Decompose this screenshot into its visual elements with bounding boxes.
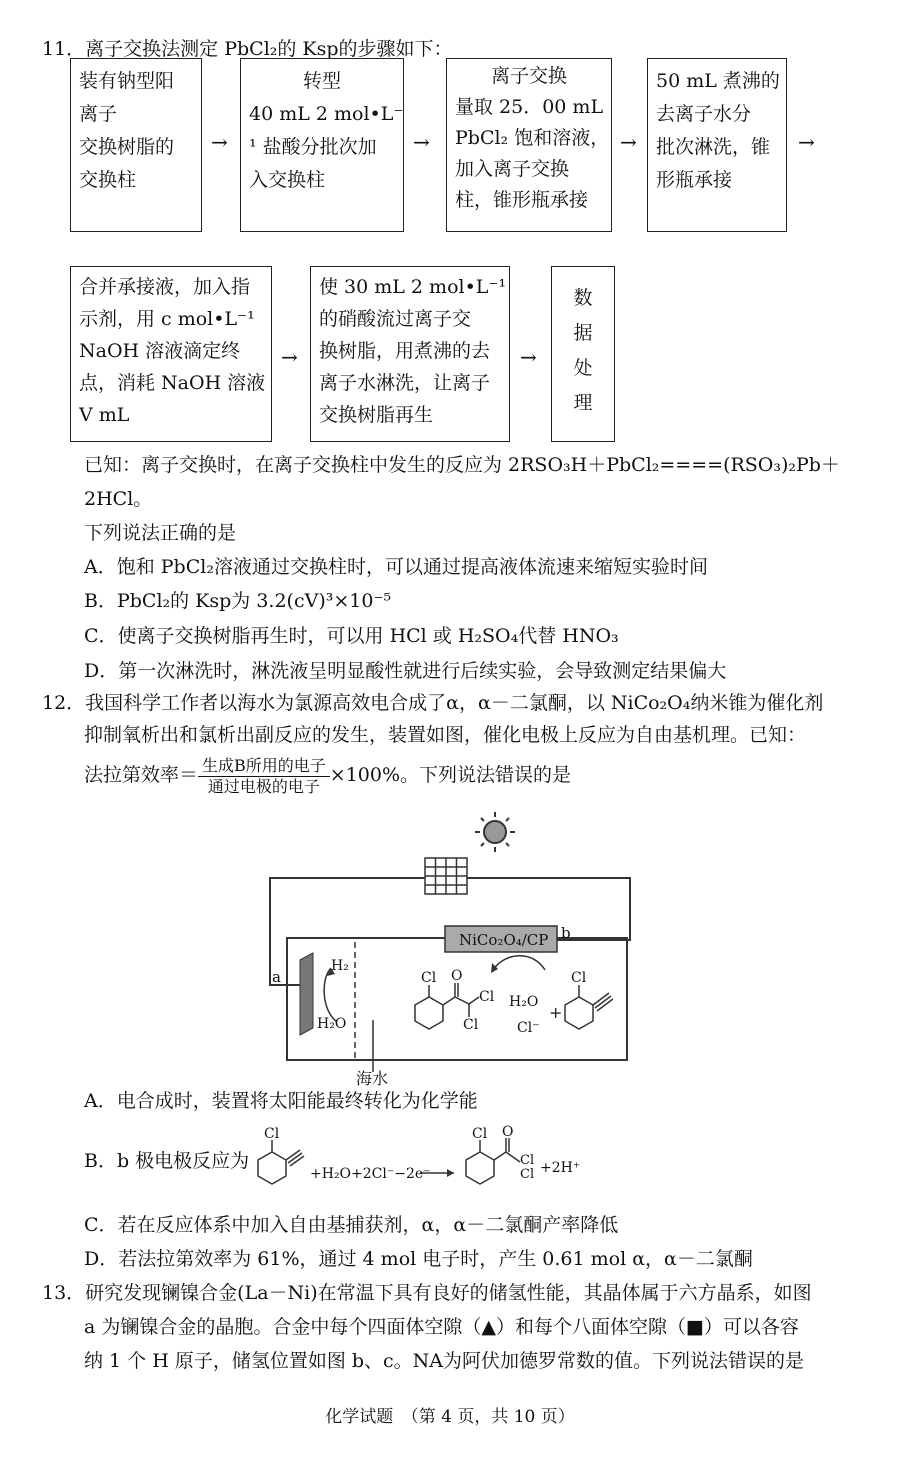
q13-line-3: 纳 1 个 H 原子，储氢位置如图 b、c。NA为阿伏加德罗常数的值。下列说法错误的是 bbox=[84, 1350, 805, 1372]
reaction-mid-text: +H₂O+2Cl⁻−2e⁻ bbox=[310, 1166, 431, 1182]
product-structure bbox=[466, 1138, 520, 1184]
flow-arrow: → bbox=[520, 345, 537, 369]
flow-box-6-line: 交换树脂再生 bbox=[319, 404, 434, 426]
electrolysis-apparatus-figure bbox=[255, 810, 645, 1090]
faraday-fraction bbox=[198, 756, 330, 797]
flow-box-4-line: 形瓶承接 bbox=[656, 169, 733, 191]
flow-box-3-line: 离子交换 bbox=[490, 65, 567, 87]
curved-arrow bbox=[324, 968, 337, 1022]
cl-label: Cl bbox=[571, 970, 587, 986]
cl-label: Cl bbox=[472, 1126, 488, 1142]
q11-option-d: D．第一次淋洗时，淋洗液呈明显酸性就进行后续实验，会导致测定结果偏大 bbox=[84, 660, 727, 682]
flow-box-6-line: 换树脂，用煮沸的去 bbox=[319, 340, 491, 362]
flow-box-1-line: 交换柱 bbox=[79, 169, 137, 191]
plus-sign: + bbox=[549, 1003, 563, 1022]
flow-box-3-line: 量取 25．00 mL bbox=[455, 96, 604, 118]
q13-line-2: a 为镧镍合金的晶胞。合金中每个四面体空隙（▲）和每个八面体空隙（■）可以各容 bbox=[84, 1316, 799, 1338]
q12-option-d: D．若法拉第效率为 61%，通过 4 mol 电子时，产生 0.61 mol α，α－二氯酮 bbox=[84, 1248, 753, 1270]
flow-arrow: → bbox=[798, 130, 815, 154]
flow-box-3-line: 柱，锥形瓶承接 bbox=[455, 189, 589, 211]
electrode-a bbox=[300, 953, 313, 1035]
q11-option-a: A．饱和 PbCl₂溶液通过交换柱时，可以通过提高液体流速来缩短实验时间 bbox=[84, 556, 708, 578]
flow-arrow: → bbox=[211, 130, 228, 154]
flow-box-2-line: ¹ 盐酸分批次加 bbox=[249, 136, 377, 158]
o-label: O bbox=[502, 1124, 514, 1140]
q11-option-c: C．使离子交换树脂再生时，可以用 HCl 或 H₂SO₄代替 HNO₃ bbox=[84, 625, 619, 647]
cl-minus-label: Cl⁻ bbox=[517, 1020, 540, 1036]
option-b-reaction bbox=[250, 1120, 630, 1200]
reaction-arrow bbox=[493, 956, 545, 970]
flow-box-6 bbox=[310, 266, 510, 442]
q13-line-1: 13．研究发现镧镍合金(La－Ni)在常温下具有良好的储氢性能，其晶体属于六方晶系，如图 bbox=[42, 1282, 812, 1304]
h2o-right-label: H₂O bbox=[509, 994, 539, 1010]
h2o-left-label: H₂O bbox=[317, 1016, 347, 1032]
cl-label: Cl bbox=[520, 1167, 535, 1182]
q11-title: 11．离子交换法测定 PbCl₂的 Ksp的步骤如下： bbox=[42, 38, 453, 60]
q12-line-3-pre: 法拉第效率＝ bbox=[84, 764, 199, 786]
o-label: O bbox=[451, 968, 463, 984]
electrode-b-label: b bbox=[561, 924, 571, 942]
flow-box-7 bbox=[551, 266, 615, 442]
reactant-structure bbox=[258, 1140, 304, 1184]
flow-box-2-line: 转型 bbox=[302, 70, 341, 92]
cl-label: Cl bbox=[264, 1126, 280, 1142]
flow-box-3-line: PbCl₂ 饱和溶液， bbox=[455, 127, 610, 149]
q12-line-1: 12．我国科学工作者以海水为氯源高效电合成了α，α－二氯酮，以 NiCo₂O₄纳米锥为催化剂 bbox=[42, 692, 824, 714]
fraction-numerator: 生成B所用的电子 bbox=[198, 756, 330, 777]
flow-box-6-line: 离子水淋洗，让离子 bbox=[319, 372, 491, 394]
flow-box-2 bbox=[240, 58, 404, 232]
sun-icon bbox=[475, 812, 515, 852]
seawater-label: 海水 bbox=[356, 1069, 389, 1088]
q12-line-3 bbox=[84, 752, 571, 798]
flow-arrow: → bbox=[413, 130, 430, 154]
h2-label: H₂ bbox=[331, 958, 349, 974]
flow-box-5 bbox=[70, 266, 272, 442]
flow-box-5-line: 合并承接液，加入指 bbox=[79, 276, 251, 298]
flow-box-7-line: 理 bbox=[573, 392, 593, 414]
flow-box-5-line: 示剂，用 c mol•L⁻¹ bbox=[79, 308, 255, 330]
flow-arrow: → bbox=[620, 130, 637, 154]
q12-option-b-pre: B．b 极电极反应为 bbox=[84, 1150, 250, 1172]
fraction-denominator: 通过电极的电子 bbox=[207, 776, 320, 796]
q11-stem: 下列说法正确的是 bbox=[84, 522, 237, 544]
flow-box-4-line: 50 mL 煮沸的 bbox=[656, 70, 780, 92]
q11-option-b: B．PbCl₂的 Ksp为 3.2(cV)³×10⁻⁵ bbox=[84, 590, 392, 612]
product-h-plus: +2H⁺ bbox=[540, 1160, 581, 1176]
flow-box-6-line: 使 30 mL 2 mol•L⁻¹ bbox=[319, 276, 507, 298]
page-footer: 化学试题 （第 4 页，共 10 页） bbox=[325, 1407, 575, 1427]
flow-box-4-line: 批次淋洗，锥 bbox=[656, 136, 771, 158]
flow-box-1 bbox=[70, 58, 202, 232]
flow-box-6-line: 的硝酸流过离子交 bbox=[319, 308, 472, 330]
flow-box-1-line: 离子 bbox=[79, 103, 118, 125]
cl-label: Cl bbox=[421, 970, 437, 986]
flow-box-4-line: 去离子水分 bbox=[656, 103, 752, 125]
flow-box-2-line: 入交换柱 bbox=[249, 169, 326, 191]
flow-box-1-line: 装有钠型阳 bbox=[79, 70, 175, 92]
flow-box-5-line: V mL bbox=[79, 404, 130, 426]
catalyst-label: NiCo₂O₄/CP bbox=[459, 931, 549, 949]
flow-box-1-line: 交换树脂的 bbox=[79, 136, 175, 158]
flow-box-3 bbox=[446, 58, 612, 232]
flow-arrow: → bbox=[281, 345, 298, 369]
flow-box-4 bbox=[647, 58, 787, 232]
flow-box-3-line: 加入离子交换 bbox=[455, 158, 570, 180]
q12-line-3-post: ×100%。下列说法错误的是 bbox=[329, 764, 572, 786]
flow-box-7-line: 处 bbox=[573, 357, 593, 379]
solar-panel-icon bbox=[425, 858, 467, 894]
flow-box-5-line: 点，消耗 NaOH 溶液 bbox=[79, 372, 266, 394]
q12-line-2: 抑制氧析出和氯析出副反应的发生，装置如图，催化电极上反应为自由基机理。已知： bbox=[84, 724, 807, 746]
cl-label: Cl bbox=[479, 989, 495, 1005]
flow-box-7-line: 据 bbox=[573, 322, 593, 344]
q11-known-2: 2HCl。 bbox=[84, 488, 153, 510]
cl-label: Cl bbox=[520, 1153, 535, 1168]
flow-box-5-line: NaOH 溶液滴定终 bbox=[79, 340, 241, 362]
q12-option-a: A．电合成时，装置将太阳能最终转化为化学能 bbox=[84, 1090, 478, 1112]
flow-box-2-line: 40 mL 2 mol•L⁻ bbox=[249, 103, 404, 125]
cl-label: Cl bbox=[463, 1017, 479, 1033]
chloroalkyne-structure bbox=[565, 985, 613, 1029]
flow-box-7-line: 数 bbox=[573, 287, 593, 309]
arrow-head bbox=[447, 1169, 454, 1177]
q11-known-1: 已知：离子交换时，在离子交换柱中发生的反应为 2RSO₃H＋PbCl₂====(RSO₃)₂Pb＋ bbox=[84, 454, 840, 476]
q12-option-c: C．若在反应体系中加入自由基捕获剂，α，α－二氯酮产率降低 bbox=[84, 1214, 619, 1236]
electrode-a-label: a bbox=[272, 968, 281, 986]
